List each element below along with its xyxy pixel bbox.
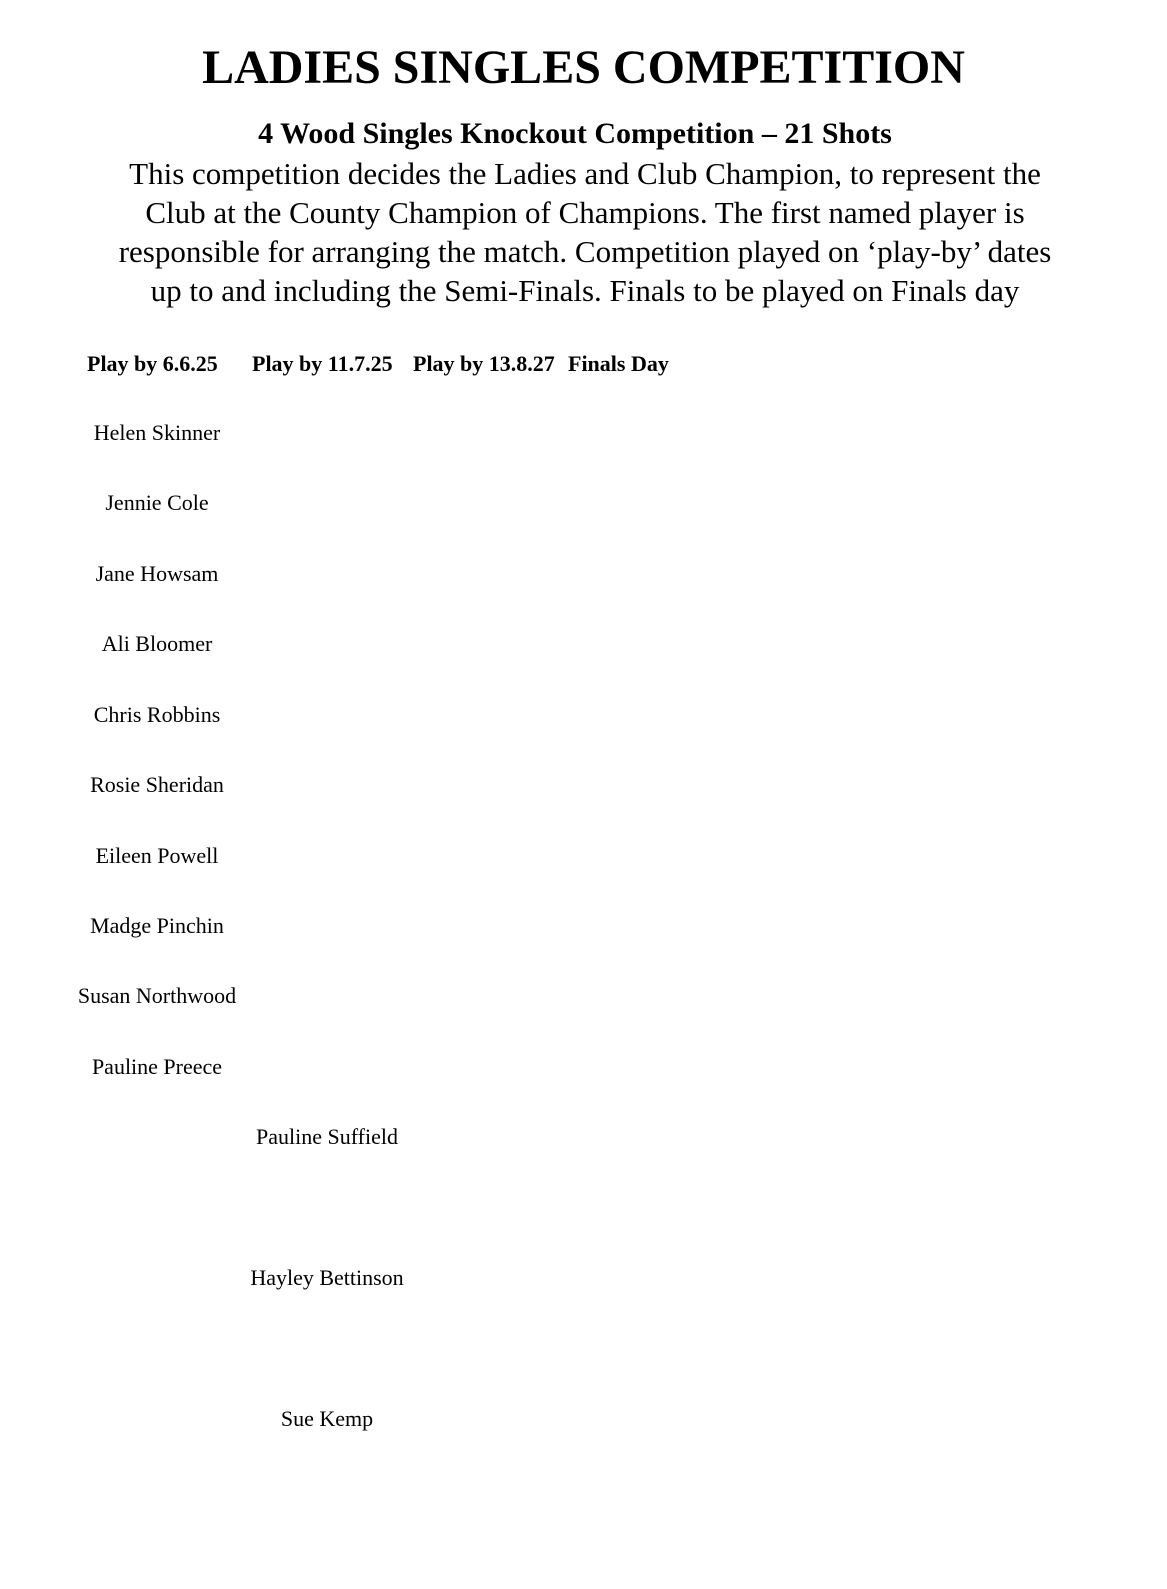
page-title: LADIES SINGLES COMPETITION — [202, 41, 965, 94]
round1-player: Jane Howsam — [95, 561, 219, 586]
description-line: Club at the County Champion of Champions. The first named player is — [145, 195, 1025, 230]
round1-player: Eileen Powell — [95, 843, 219, 868]
round-header-finals: Finals Day — [568, 351, 669, 376]
round2-player: Sue Kemp — [280, 1406, 374, 1431]
round1-player: Chris Robbins — [93, 702, 221, 727]
round-header-2: Play by 11.7.25 — [252, 351, 393, 376]
round1-player: Pauline Preece — [91, 1054, 223, 1079]
round2-player: Pauline Suffield — [256, 1124, 398, 1149]
description-line: responsible for arranging the match. Competition played on ‘play-by’ dates — [118, 234, 1052, 269]
round-header-3: Play by 13.8.27 — [413, 351, 555, 376]
round1-player: Susan Northwood — [77, 983, 237, 1008]
description-line: This competition decides the Ladies and Club Champion, to represent the — [129, 156, 1041, 191]
round1-player: Ali Bloomer — [101, 631, 213, 656]
competition-subtitle: 4 Wood Singles Knockout Competition – 21 Shots — [258, 117, 892, 150]
round1-player: Jennie Cole — [105, 490, 209, 515]
round2-player: Hayley Bettinson — [250, 1265, 404, 1290]
round1-player: Madge Pinchin — [90, 913, 224, 938]
round1-player: Rosie Sheridan — [90, 772, 224, 797]
competition-description — [60, 154, 1110, 310]
description-line: up to and including the Semi-Finals. Finals to be played on Finals day — [150, 273, 1020, 308]
round1-player: Helen Skinner — [93, 420, 221, 445]
round-header-1: Play by 6.6.25 — [87, 351, 218, 376]
